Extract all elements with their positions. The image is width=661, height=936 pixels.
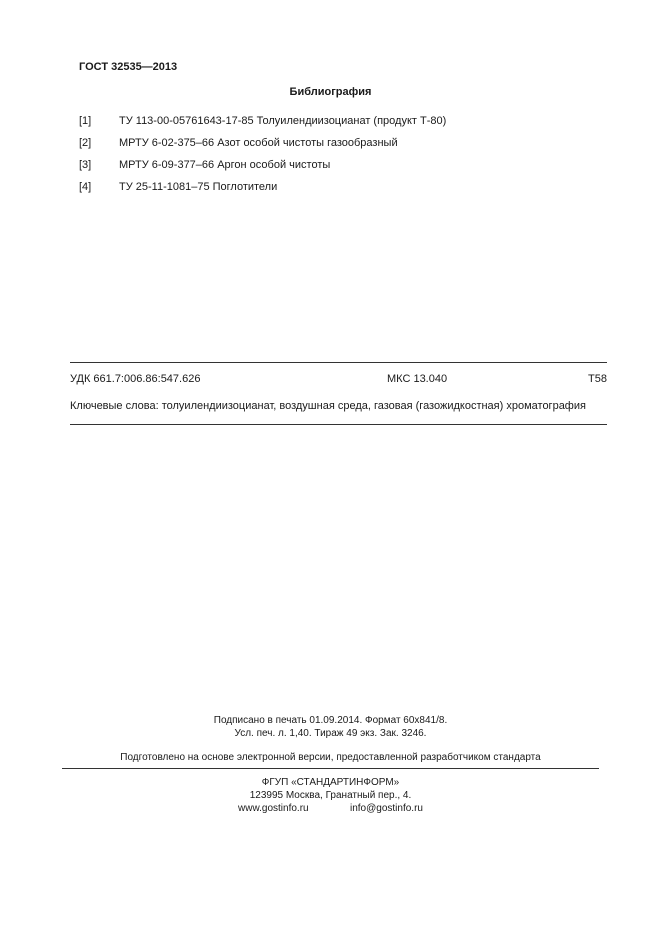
- mks-code: МКС 13.040: [387, 373, 448, 385]
- publisher-email-link[interactable]: info@gostinfo.ru: [350, 803, 423, 814]
- group-code: Т58: [588, 373, 607, 385]
- bibliography-item: [0, 115, 661, 129]
- bibliography-item-text: МРТУ 6-02-375–66 Азот особой чистоты газообразный: [119, 137, 398, 149]
- standard-number: ГОСТ 32535—2013: [79, 61, 178, 73]
- publisher-address: 123995 Москва, Гранатный пер., 4.: [249, 790, 412, 801]
- bibliography-item: [0, 181, 661, 195]
- publisher-website-link[interactable]: www.gostinfo.ru: [238, 803, 309, 814]
- divider-imprint: [62, 768, 599, 769]
- imprint-line-1: Подписано в печать 01.09.2014. Формат 60x841/8.: [213, 715, 448, 726]
- publisher-name: ФГУП «СТАНДАРТИНФОРМ»: [261, 777, 400, 788]
- divider-bottom: [70, 424, 607, 425]
- imprint-line-2: Усл. печ. л. 1,40. Тираж 49 экз. Зак. 3246.: [234, 728, 427, 739]
- bibliography-item-number: [1]: [79, 115, 92, 127]
- bibliography-item-text: ТУ 113-00-05761643-17-85 Толуилендиизоцианат (продукт Т-80): [119, 115, 447, 127]
- keywords: Ключевые слова: толуилендиизоцианат, воздушная среда, газовая (газожидкостная) хроматография: [70, 400, 586, 412]
- bibliography-item: [0, 159, 661, 173]
- bibliography-item-text: МРТУ 6-09-377–66 Аргон особой чистоты: [119, 159, 331, 171]
- bibliography-item-text: ТУ 25-11-1081–75 Поглотители: [119, 181, 278, 193]
- prepared-note: Подготовлено на основе электронной версии, предоставленной разработчиком стандарта: [120, 752, 541, 763]
- bibliography-item-number: [2]: [79, 137, 92, 149]
- bibliography-title: Библиография: [289, 86, 372, 98]
- divider-top: [70, 362, 607, 363]
- bibliography-item-number: [3]: [79, 159, 92, 171]
- bibliography-item-number: [4]: [79, 181, 92, 193]
- bibliography-item: [0, 137, 661, 151]
- udk-code: УДК 661.7:006.86:547.626: [70, 373, 201, 385]
